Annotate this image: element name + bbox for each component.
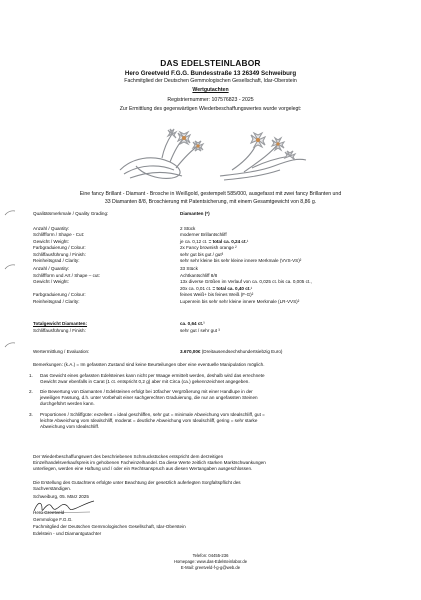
quality-row-label: Schliffform / Shape - Cut:	[33, 232, 85, 238]
quality-row-value: 2 Stück	[180, 226, 196, 231]
quality-row-value: Achtkantschliff 8/8	[180, 272, 218, 278]
remark-line: durchgeführt werden kann.	[40, 401, 95, 407]
margin-mark-icon	[4, 264, 16, 270]
quality-row-label: Farbgraduierung / Colour:	[33, 292, 86, 298]
total-weight-label: Totalgewicht Diamanten:	[33, 321, 88, 326]
closing-paragraph-2	[33, 480, 241, 492]
brooch-right	[220, 133, 306, 180]
valuation-row	[33, 349, 393, 356]
quality-row-value: sehr gut bis gut / gut³	[180, 251, 224, 257]
remark-number: 3.	[29, 411, 33, 417]
valuation-amount-words: (Dreitausendsechshundertsiebzig Euro)	[201, 349, 283, 354]
margin-mark-icon	[4, 342, 16, 348]
signer-role: Edelstein - und Diamantgutachter	[33, 531, 102, 536]
remark-number: 2.	[29, 389, 33, 395]
quality-row-value: sehr sehr kleine bis sehr kleine innere Merkmale (VVS-VS)²	[180, 258, 302, 263]
description-line-1: Eine fancy Brillant - Diamant - Brosche in Weißgold, gestempelt 585/000, ausgefasst mit zwei fancy Brillanten und	[79, 191, 342, 197]
remark-line: Das Gewicht eines gefassten Edelsteines kann nicht per Waage ermittelt werden, deshalb wird das errechnete	[40, 373, 265, 378]
quality-row-value: 33 Stück	[180, 266, 198, 271]
quality-row-label: Anzahl / Quantity:	[33, 226, 70, 231]
quality-heading-value: Diamanten (*)	[180, 211, 210, 216]
remark-number: 1.	[29, 373, 33, 378]
quality-row-label: Farbgraduierung / Colour:	[33, 245, 86, 251]
quality-row-label: Reinheitsgrad / Clarity:	[33, 299, 80, 304]
closing-line: Einzelhandelsverkaufspreis im gehobenen Facheinzelhandel. Da diese Werte zeitlich starken Marktschwankungen	[33, 460, 266, 466]
quality-row	[33, 299, 393, 306]
footer-phone: Telefon: 04455-236	[192, 553, 229, 558]
quality-row-label: Reinheitsgrad / Clarity:	[33, 258, 80, 263]
brooch-photo	[112, 118, 312, 186]
signer-title: Gemmologe F.G.G.	[33, 517, 73, 522]
remark-line: Gewicht zwar ebenfalls in Carat (1 ct. entspricht 0,2 g) aber mit Circa (ca.) gekennzeichnet angegeben.	[40, 379, 250, 385]
remark-line: leichte Abweichung vom Idealschliff, moderat = deutliche Abweichung vom Idealschliff, gering = sehr starke	[40, 417, 258, 423]
remark-item	[29, 389, 385, 407]
quality-row-label: Gewicht / Weight:	[33, 238, 69, 244]
closing-line: unterliegen, werden eine Haftung und / oder ein Rechtsanspruch aus diesen Wertangaben ausgeschlossen.	[33, 466, 253, 472]
register-number: Registriernummer: 107576823 - 2025	[167, 97, 254, 103]
brooch-left	[120, 129, 203, 178]
lab-address: Hero Greetveld F.G.G. Bundesstraße 13 26349 Schweiburg	[124, 70, 297, 77]
footer-homepage: Homepage: www.das-Edelsteinlabor.de	[173, 559, 248, 564]
quality-row-value: 20x ca. 0,01 ct. = total ca. 0,40 ct.¹	[180, 285, 253, 291]
remarks-intro: Bemerkungen: (k.A.) = Im gefassten Zustand sind keine Beurteilungen über eine eventuelle Manipulation möglich.	[33, 362, 265, 367]
document-title: Wertgutachten	[192, 87, 229, 93]
lab-membership: Fachmitglied der Deutschen Gemmologischen Gesellschaft, Idar-Oberstein	[124, 78, 297, 84]
place-date: Schweiburg, 05. März 2025	[33, 494, 89, 499]
quality-row-value: feines Weiß+ bis feines Weiß (F-G)²	[180, 292, 254, 298]
total-weight-value: ca. 0,64 ct.¹	[180, 321, 205, 326]
quality-row	[33, 258, 393, 265]
quality-row-value: je ca. 0,12 ct. = total ca. 0,24 ct.¹	[180, 238, 249, 244]
quality-row-label: Gewicht / Weight:	[33, 279, 69, 285]
closing-paragraph-1	[33, 454, 266, 472]
quality-row-label: Anzahl / Quantity:	[33, 266, 70, 271]
remark-item	[29, 373, 385, 385]
quality-row-value: 2x Fancy brownish orange ²	[180, 245, 237, 251]
closing-line: Die Erstellung des Gutachtens erfolgte unter Beachtung der gesetzlich auferlegten Sorgfaltspflicht des	[33, 480, 241, 485]
signer-name: Hero Greetveld	[33, 510, 65, 515]
quality-row-value: moderner Brillantschliff	[180, 232, 227, 238]
purpose-text: Zur Ermittlung des gegenwärtigen Wiederbeschaffungswertes wurde vorgelegt:	[119, 106, 302, 112]
quality-row-label: Schliffausführung / Finish:	[33, 251, 86, 257]
valuation-label: Wertermittlung / Evaluation:	[33, 349, 90, 354]
total-weight-row	[33, 321, 393, 328]
remark-line: Abweichung vom Idealschliff.	[40, 423, 100, 429]
remark-line: Proportionen / Schliffgüte: exzellent = ideal geschliffen, sehr gut = minimale Abweichung vom Idealschliff, gut =	[40, 411, 265, 417]
description-line-2: 33 Diamanten 8/8, Broschierung mit Patentsicherung, mit einem Gesamtgewicht von 8,86 g.	[104, 199, 317, 205]
quality-row-value: Lupenrein bis sehr sehr kleine innere Merkmale (LR-VVS)²	[180, 299, 300, 304]
remark-line: Die Bewertung von Diamanten / Edelsteinen erfolgt bei 10facher Vergrößerung mit einer Handlupe in der	[40, 389, 253, 395]
quality-row-value: 13x diverse Größen im Verlauf von ca. 0,025 ct. bis ca. 0,005 ct.,	[180, 279, 312, 285]
valuation-amount: 3.670,00€	[180, 349, 201, 354]
lab-name: DAS EDELSTEINLABOR	[160, 58, 261, 68]
remark-line: jeweiligen Fassung, d.h. unter Vorbehalt einer sachgerechten Graduierung, die nur an ungefassten Steinen	[40, 395, 258, 401]
quality-row-label: Schliffform und Art / Shape – cut:	[33, 272, 100, 278]
overall-finish-row	[33, 328, 393, 335]
quality-heading-label: Qualitätsmerkmale / Quality Grading:	[33, 211, 109, 216]
signer-membership: Fachmitglied der Deutschen Gemmologischen Gesellschaft, Idar-Oberstein	[33, 524, 186, 529]
remark-item	[29, 411, 385, 430]
footer-email: E-Mail: greetveld-f-g-g@web.de	[180, 565, 241, 570]
closing-line: Sachverständigen.	[33, 486, 72, 492]
margin-mark-icon	[4, 210, 16, 216]
closing-line: Der Wiederbeschaffungswert des beschriebenen Schmuckstückes entspricht dem derzeitigen	[33, 454, 224, 459]
overall-finish-value: sehr gut / sehr gut ³	[180, 328, 220, 333]
quality-heading	[33, 211, 393, 218]
overall-finish-label: Schliffausführung / Finish:	[33, 328, 86, 333]
